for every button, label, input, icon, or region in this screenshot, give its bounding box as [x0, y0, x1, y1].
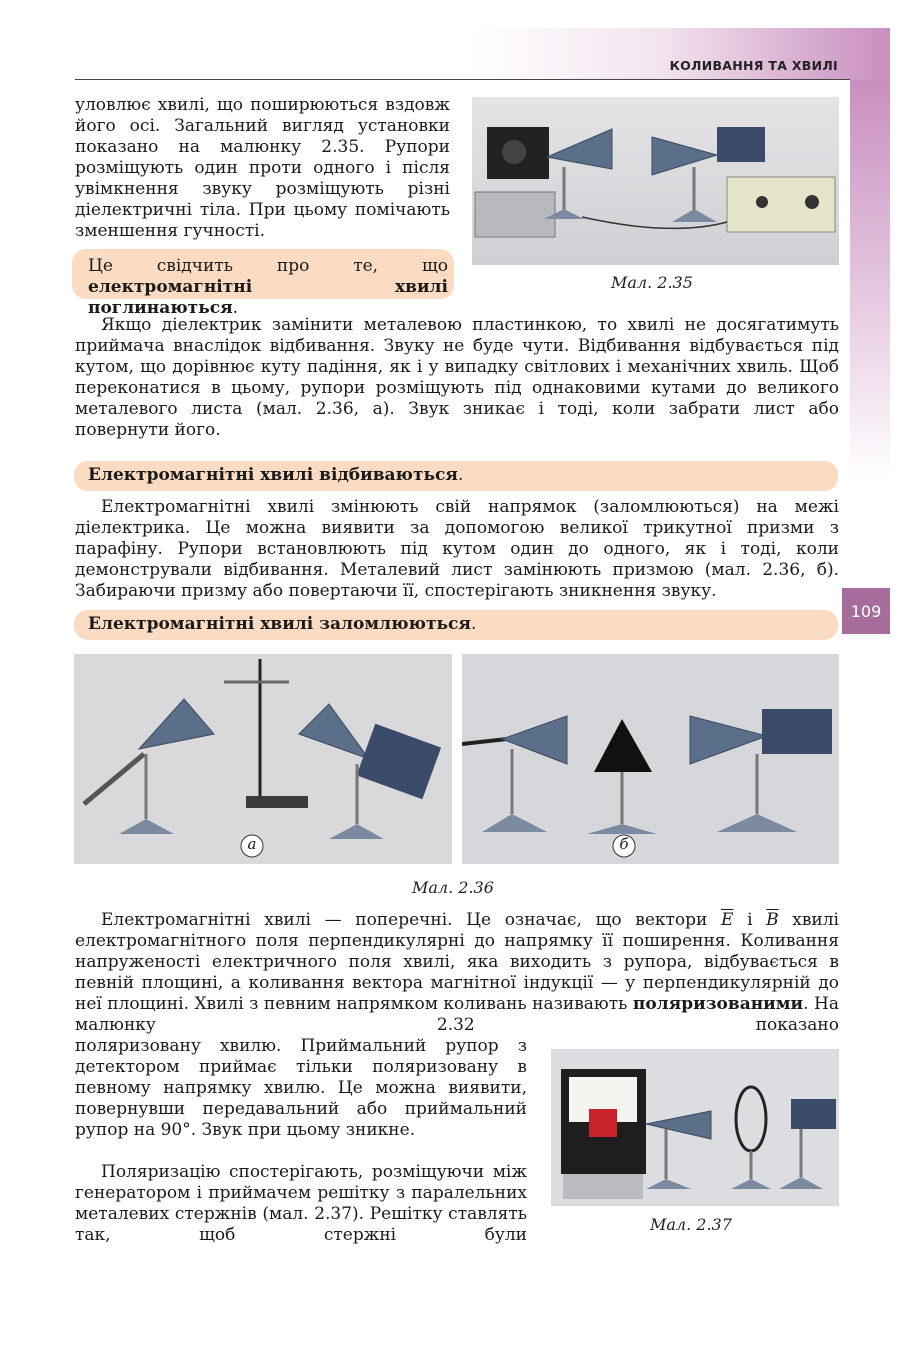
figure-2-36a-label: а	[247, 835, 257, 853]
highlight-text-reflect: Електромагнітні хвилі відбиваються.	[88, 465, 464, 485]
paragraph-2: Якщо діелектрик замінити металевою пластинкою, то хвилі не досягатимуть приймача внаслідок відбивання. Звуку не буде чути. Відбивання відбувається під кутом, що дорівнює куту падіння, як і у випадку світлових і механічних хвиль. Щоб переконатися в цьому, рупори розміщують під однаковими кутами до великого металевого листа (мал. 2.36, а). Звук зникає і тоді, коли забрати лист або повернути його.	[75, 315, 839, 440]
page-number: 109	[842, 588, 890, 634]
figure-2-35-caption: Мал. 2.35	[611, 273, 693, 292]
header-rule	[75, 79, 850, 80]
section-title: КОЛИВАННЯ ТА ХВИЛІ	[669, 58, 838, 73]
figure-2-36-caption: Мал. 2.36	[412, 878, 494, 897]
paragraph-1: уловлює хвилі, що поширюються вздовж його осі. Загальний вигляд установки показано на малюнку 2.35. Рупори розміщують один проти одного і після увімкнення звуку розміщують різні діелектричні тіла. При цьому помічають зменшення гучності.	[75, 95, 450, 241]
paragraph-4: Електромагнітні хвилі — поперечні. Це означає, що вектори $\overline{E}$ і $\overline{B}$ хвилі електромагнітного поля перпендикулярні до напрямку її поширення. Коливання напруженості електричного поля хвилі, яка виходить з рупора, відбувається в певній площині, а коливання вектора магнітної індукції — у перпендикулярній до неї площині. Хвилі з певним напрямком коливань називають поляризованими. На малюнку 2.32 показано	[75, 910, 839, 1035]
figure-2-37-caption: Мал. 2.37	[650, 1215, 732, 1234]
figure-2-36b-label: б	[619, 835, 629, 853]
paragraph-3: Електромагнітні хвилі змінюють свій напрямок (заломлюються) на межі діелектрика. Це можна виявити за допомогою великої трикутної призми з парафіну. Рупори встановлюють під кутом один до одного, як і тоді, коли демонстрували відбивання. Металевий лист замінюють призмою (мал. 2.36, б). Забираючи призму або повертаючи її, спостерігають зникнення звуку.	[75, 497, 839, 601]
highlight-text-refract: Електромагнітні хвилі заломлюються.	[88, 614, 477, 634]
paragraph-6: Поляризацію спостерігають, розміщуючи між генератором і приймачем решітку з паралельних металевих стержнів (мал. 2.37). Решітку ставлять так, щоб стержні були	[75, 1162, 527, 1245]
figure-2-35-photo	[472, 97, 839, 265]
paragraph-5: поляризовану хвилю. Приймальний рупор з детектором приймає тільки поляризовану в певному напрямку хвилю. Це можна виявити, повернувши передавальний або приймальний рупор на 90°. Звук при цьому зникне.	[75, 1036, 527, 1140]
figure-2-36b-photo	[462, 654, 839, 864]
figure-2-37-photo	[551, 1049, 839, 1206]
highlight-text-absorb: Це свідчить про те, що електромагнітні хвилі поглинаються.	[88, 256, 448, 318]
figure-2-36a-photo	[74, 654, 452, 864]
vector-e: $\overline{E}$	[721, 910, 734, 930]
vector-b: $\overline{B}$	[766, 910, 779, 930]
side-strip	[850, 80, 890, 480]
